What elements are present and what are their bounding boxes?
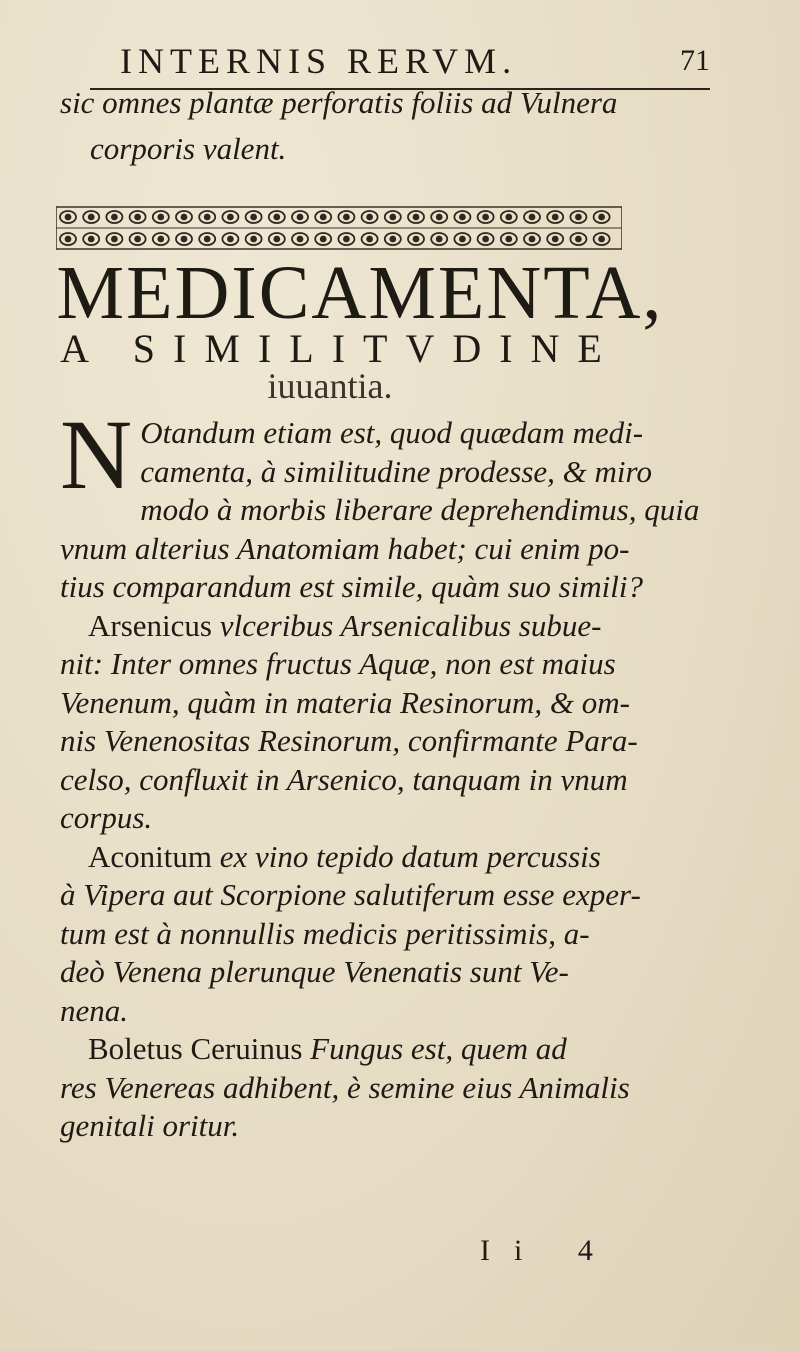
ornament-dot — [599, 215, 604, 220]
ornament-dot — [158, 215, 163, 220]
term-aconitum: Aconitum — [88, 838, 212, 874]
section-tagline: iuuantia. — [267, 366, 393, 406]
text-line: Fungus est, quem ad — [302, 1031, 567, 1066]
ornament-dot — [205, 237, 210, 242]
ornament-dot — [112, 215, 117, 220]
ornament-dot — [506, 215, 511, 220]
ornament-dot — [437, 237, 442, 242]
ornament-dot — [251, 237, 256, 242]
ornament-dot — [506, 237, 511, 242]
text-line: Otandum etiam est, quod quædam medi- — [140, 415, 644, 450]
ornament-dot — [89, 215, 94, 220]
intro-line: corporis valent. — [90, 131, 287, 166]
paragraph-aconitum-cont — [60, 876, 700, 1030]
paragraph-arsenicus — [60, 607, 700, 646]
ornament-dot — [390, 237, 395, 242]
paragraph-notandum — [60, 399, 700, 607]
ornament-dot — [576, 237, 581, 242]
section-subtitle: A SIMILITVDINE — [60, 326, 620, 371]
body-text — [60, 399, 700, 1146]
text-line: corpus. — [60, 800, 153, 835]
ornament-dot — [251, 215, 256, 220]
ornament-dot — [530, 215, 535, 220]
ornament-dot — [89, 237, 94, 242]
ornament-dot — [367, 237, 372, 242]
text-line: celso, confluxit in Arsenico, tanquam in vnum — [60, 761, 628, 797]
ornament-dot — [390, 215, 395, 220]
ornament-dot — [274, 215, 279, 220]
ornament-dot — [135, 215, 140, 220]
text-line: ex vino tepido datum percussis — [212, 838, 601, 874]
ornament-dot — [228, 215, 233, 220]
text-line: nis Venenositas Resinorum, confirmante Para- — [60, 723, 638, 758]
text-line: tius comparandum est simile, quàm suo simili? — [60, 569, 643, 604]
ornament-dot — [66, 237, 71, 242]
paragraph-boletus-cont — [60, 1069, 700, 1146]
ornament-dot — [182, 237, 187, 242]
ornament-dot — [414, 237, 419, 242]
ornament-dot — [182, 215, 187, 220]
ornament-dot — [553, 215, 558, 220]
text-line: camenta, à similitudine prodesse, & miro — [140, 453, 652, 489]
text-line: tum est à nonnullis medicis peritissimis, a- — [60, 915, 590, 951]
ornament-dot — [576, 215, 581, 220]
text-line: res Venereas adhibent, è semine eius Animalis — [60, 1069, 630, 1105]
intro-text — [60, 80, 720, 172]
text-line: modo à morbis liberare deprehendimus, quia — [140, 492, 700, 527]
text-line: vnum alterius Anatomiam habet; cui enim po- — [60, 530, 630, 566]
ornament-dot — [66, 215, 71, 220]
ornament-dot — [483, 237, 488, 242]
ornament-dot — [135, 237, 140, 242]
text-line: nit: Inter omnes fructus Aquæ, non est maius — [60, 646, 616, 681]
intro-line: sic omnes plantæ perforatis foliis ad Vulnera — [60, 85, 618, 120]
text-line: à Vipera aut Scorpione salutiferum esse exper- — [60, 877, 641, 912]
page-number: 71 — [680, 44, 710, 77]
text-line: genitali oritur. — [60, 1108, 240, 1143]
text-line: vlceribus Arsenicalibus subue- — [211, 607, 602, 643]
running-head: INTERNIS RERVM. — [120, 41, 518, 81]
ornament-dot — [599, 237, 604, 242]
text-line: Venenum, quàm in materia Resinorum, & om- — [60, 684, 630, 720]
section-title: MEDICAMENTA, — [56, 251, 664, 335]
ornament-dot — [553, 237, 558, 242]
ornament-dot — [158, 237, 163, 242]
ornament-dot — [483, 215, 488, 220]
term-boletus: Boletus Ceruinus — [88, 1031, 303, 1066]
text-line: nena. — [60, 992, 129, 1028]
paragraph-aconitum — [60, 838, 700, 877]
ornament-dot — [298, 237, 303, 242]
ornament-dot — [367, 215, 372, 220]
ornament-dot — [228, 237, 233, 242]
ornament-band — [56, 205, 622, 251]
ornament-dot — [460, 237, 465, 242]
term-arsenicus: Arsenicus — [88, 607, 212, 643]
ornament-dot — [321, 215, 326, 220]
ornament-dot — [460, 215, 465, 220]
paragraph-arsenicus-cont — [60, 645, 700, 838]
ornament-dot — [344, 237, 349, 242]
ornament-dot — [274, 237, 279, 242]
ornament-dot — [414, 215, 419, 220]
drop-cap: N — [60, 399, 133, 510]
ornament-dot — [344, 215, 349, 220]
text-line: deò Venena plerunque Venenatis sunt Ve- — [60, 954, 569, 989]
ornament-dot — [298, 215, 303, 220]
ornament-dot — [112, 237, 117, 242]
ornament-dot — [321, 237, 326, 242]
ornament-dot — [530, 237, 535, 242]
signature-mark: Ii 4 — [480, 1234, 617, 1267]
ornament-dot — [205, 215, 210, 220]
ornament-dot — [437, 215, 442, 220]
paragraph-boletus — [60, 1030, 700, 1069]
